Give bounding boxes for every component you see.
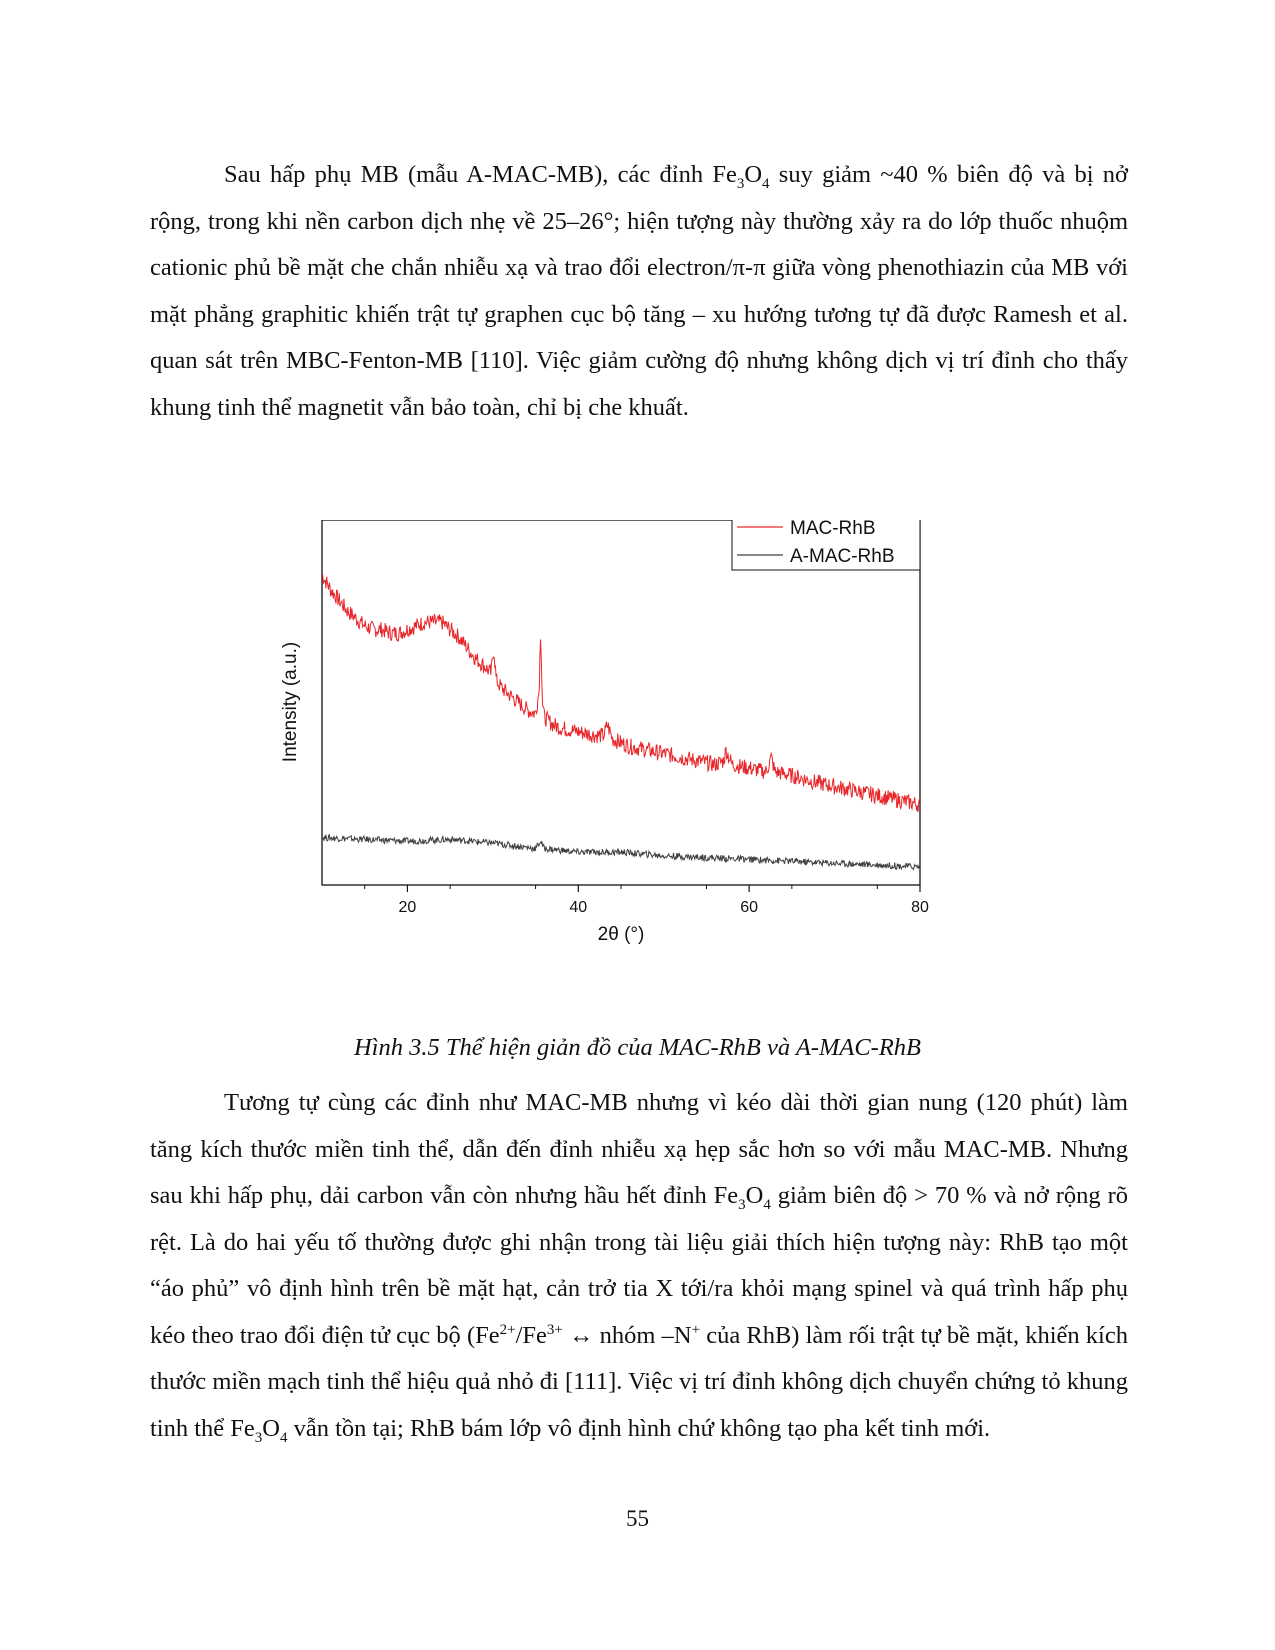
- x-tick-label-40: 40: [569, 899, 588, 916]
- legend-label-a-mac-rhb: A-MAC-RhB: [790, 546, 895, 567]
- x-tick-label-60: 60: [740, 899, 759, 916]
- x-axis-label: 2θ (°): [597, 924, 645, 945]
- x-axis-ticks: [365, 885, 929, 916]
- xrd-chart: [270, 520, 990, 990]
- x-tick-label-80: 80: [911, 899, 929, 916]
- series-line-mac-rhb: [322, 575, 920, 812]
- legend: [732, 520, 920, 570]
- x-tick-label-20: 20: [398, 899, 417, 916]
- figure-caption: Hình 3.5 Thể hiện giản đồ của MAC-RhB và A-MAC-RhB: [353, 1034, 922, 1061]
- paragraph-2: Tương tự cùng các đỉnh như MAC-MB nhưng vì kéo dài thời gian nung (120 phút) làm tăng kích thước miền tinh thể, dẫn đến đỉnh nhiễu xạ hẹp sắc hơn so với mẫu MAC-MB. Nhưng sau khi hấp phụ, dải carbon vẫn còn nhưng hầu hết đỉnh $Fe_3O_4$ giảm biên độ > 70 % và nở rộng rõ rệt. Là do hai yếu tố thường được ghi nhận trong tài liệu giải thích hiện tượng này: RhB tạo một “áo phủ” vô định hình trên bề mặt hạt, cản trở tia X tới/ra khỏi mạng spinel và quá trình hấp phụ kéo theo trao đổi điện tử cục bộ ($Fe^{2+}/Fe^{3+}$ ↔ nhóm –N+ của RhB) làm rối trật tự bề mặt, khiến kích thước miền mạch tinh thể hiệu quả nhỏ đi [111]. Việc vị trí đỉnh không dịch chuyển chứng tỏ khung tinh thể $Fe_3O_4$ vẫn tồn tại; RhB bám lớp vô định hình chứ không tạo pha kết tinh mới.: [150, 1089, 1128, 1446]
- y-axis-label: Intensity (a.u.): [280, 641, 301, 763]
- paragraph-1: Sau hấp phụ MB (mẫu A-MAC-MB), các đỉnh $Fe_3O_4$ suy giảm ~40 % biên độ và bị nở rộng, trong khi nền carbon dịch nhẹ về 25–26°; hiện tượng này thường xảy ra do lớp thuốc nhuộm cationic phủ bề mặt che chắn nhiễu xạ và trao đổi electron/π-π giữa vòng phenothiazin của MB với mặt phẳng graphitic khiến trật tự graphen cục bộ tăng – xu hướng tương tự đã được Ramesh et al. quan sát trên MBC-Fenton-MB [110]. Việc giảm cường độ nhưng không dịch vị trí đỉnh cho thấy khung tinh thể magnetit vẫn bảo toàn, chỉ bị che khuất.: [150, 161, 1128, 421]
- legend-label-mac-rhb: MAC-RhB: [790, 520, 876, 539]
- xrd-figure: [270, 520, 990, 990]
- series-line-a-mac-rhb: [322, 835, 920, 870]
- page-number: 55: [626, 1506, 649, 1531]
- plot-frame: [322, 520, 920, 885]
